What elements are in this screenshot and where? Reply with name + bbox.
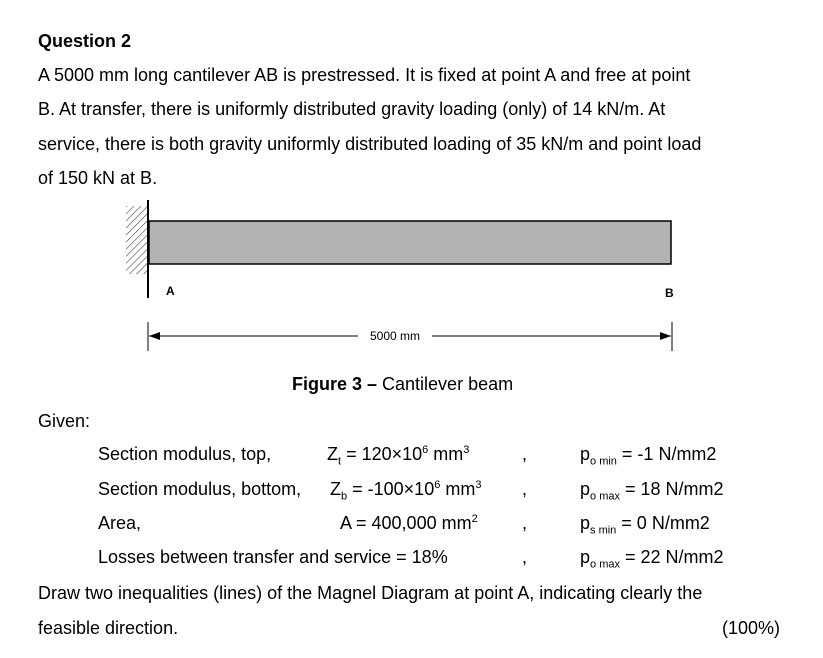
task-marks: (100%) <box>722 618 781 638</box>
zb-label: Section modulus, bottom, <box>98 479 302 499</box>
figure-caption-text: Cantilever beam <box>382 374 514 394</box>
question-title: Question 2 <box>38 31 132 51</box>
comma-3: , <box>522 513 528 533</box>
task-line-1: Draw two inequalities (lines) of the Magnel Diagram at point A, indicating clearly the <box>38 583 703 603</box>
area-formula: A = 400,000 $mm^2$ <box>340 513 478 533</box>
fixed-support-hatch <box>126 206 148 274</box>
question-line-3: service, there is both gravity uniformly distributed loading of 35 kN/m and point load <box>38 134 702 154</box>
ps-min: $p_{s min} = 0$ N/mm2 <box>580 513 710 537</box>
figure-caption <box>292 374 513 395</box>
given-heading: Given: <box>38 411 91 431</box>
beam <box>149 221 671 264</box>
question-line-1: A 5000 mm long cantilever AB is prestressed. It is fixed at point A and free at point <box>38 65 691 85</box>
task-line-2: feasible direction. <box>38 618 179 638</box>
po-min: $p_{o min} = -1$ N/mm2 <box>580 444 717 468</box>
po-max: $p_{o max} = 18$ N/mm2 <box>580 479 724 503</box>
label-b: B <box>665 286 674 300</box>
question-line-2: B. At transfer, there is uniformly distributed gravity loading (only) of 14 kN/m. At <box>38 99 666 119</box>
zt-formula: $Z_t = 120\times 10^6$ $mm^3$ <box>327 444 470 468</box>
area-label: Area, <box>98 513 142 533</box>
losses-text: Losses between transfer and service = 18% <box>98 547 448 567</box>
dimension-label: 5000 mm <box>369 329 421 343</box>
dimension-arrow-left <box>149 332 160 340</box>
question-line-4: of 150 kN at B. <box>38 168 158 188</box>
label-a: A <box>166 284 175 298</box>
figure-caption-label: Figure 3 – <box>292 374 383 394</box>
zb-formula: $Z_b = -100\times 10^6$ $mm^3$ <box>330 479 482 503</box>
zt-label: Section modulus, top, <box>98 444 272 464</box>
po-max-service: $p_{o max} = 22$ N/mm2 <box>580 547 724 571</box>
comma-1: , <box>522 444 528 464</box>
comma-4: , <box>522 547 528 567</box>
comma-2: , <box>522 479 528 499</box>
dimension-arrow-right <box>660 332 671 340</box>
